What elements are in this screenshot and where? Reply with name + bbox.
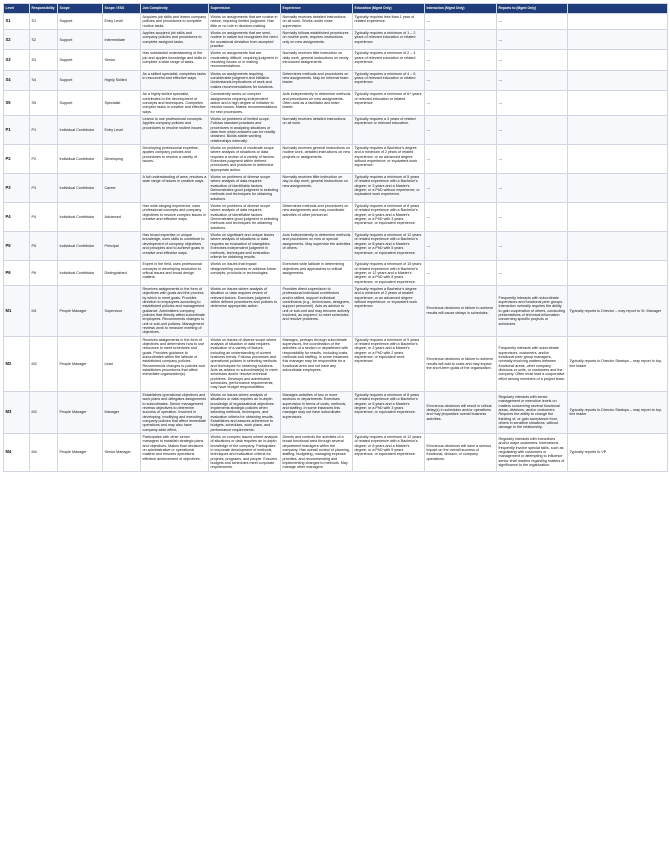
cell-scope-ess[interactable]: Lead [103, 336, 141, 391]
table-row [4, 50, 668, 70]
cell-interaction[interactable]: --- [425, 30, 497, 50]
cell-experience[interactable]: Normally receives general instructions on routine work, detailed instructions on new projects or assignments. [281, 144, 353, 173]
cell-job-complexity[interactable]: As a skilled specialist, completes tasks in resourceful and effective ways. [141, 70, 209, 90]
cell-responsibility[interactable]: S5 [30, 91, 58, 116]
cell-education[interactable]: Typically requires a minimum of 5 years of related experience with a Bachelor's degree; or 3 years and a Master's degree; or a PhD with 2 years experience; or equivalent work experience. [353, 336, 425, 391]
cell-interaction[interactable]: Erroneous decisions or failure to achieve results will cause delays in schedules. [425, 285, 497, 336]
cell-education[interactable]: Typically requires a minimum of 5 years of related experience with a Bachelor's degree; or 3 years and a Master's degree; or a PhD without experience; or equivalent work experience. [353, 174, 425, 203]
cell-supervision[interactable]: Works on assignments that are semi-routine in nature but recognizes the need for occasional deviation from accepted practice. [209, 30, 281, 50]
cell-interaction[interactable]: --- [425, 261, 497, 286]
cell-job-complexity[interactable]: A full understanding of area; resolves a wide range of issues in creative ways. [141, 174, 209, 203]
cell-supervision[interactable]: Works on assignments requiring considerable judgment and initiative. Understands implications of work and makes recommendations for solutions. [209, 70, 281, 90]
header-reports-to[interactable]: Reports to (Mgmt Only) [497, 4, 568, 14]
cell-reports-to-extra[interactable]: Typically reports to VP [568, 433, 668, 471]
cell-education[interactable]: Typically requires a minimum of 8 years of related experience with a Bachelor's degree; or 6 years and a Master's degree; or a PhD with 3 years experience; or equivalent experience. [353, 203, 425, 232]
cell-level[interactable]: M1 [4, 285, 30, 336]
cell-reports-to-extra[interactable] [568, 232, 668, 261]
cell-job-complexity[interactable]: Expert in the field, uses professional concepts in developing resolution to critical issues and broad design matters. [141, 261, 209, 286]
cell-job-complexity[interactable]: Acquires job skills and learns company policies and procedures to complete routine tasks. [141, 14, 209, 30]
cell-reports-to[interactable]: --- [497, 261, 568, 286]
cell-education[interactable]: Typically requires a minimum of 15 years of related experience with a Bachelor's degree; or 12 years and a Master's degree; or a PhD with 8 years experience; or equivalent experience. [353, 261, 425, 286]
cell-experience[interactable]: Determines methods and procedures on new assignments and may coordinate activities of other personnel. [281, 203, 353, 232]
cell-job-complexity[interactable]: Participates with other senior managers to establish strategic plans and objectives. Makes final decisions on administrative or operational matters and ensures operations effective achievement of objectives. [141, 433, 209, 471]
cell-reports-to[interactable]: --- [497, 174, 568, 203]
cell-reports-to[interactable]: --- [497, 203, 568, 232]
cell-supervision[interactable]: Works on issues where analysis of situations or data requires an in-depth knowledge of organizational objectives. Implements strategic policies when selecting methods, techniques, and evaluation criteria for obtaining results. Establishes and assures adherence to budgets, schedules, work plans, and performance requirements. [209, 391, 281, 433]
cell-scope[interactable]: People Manager [58, 391, 103, 433]
cell-scope[interactable]: Support [58, 30, 103, 50]
cell-reports-to-extra[interactable]: Typically reports to Director – may report to Sr. Manager [568, 285, 668, 336]
cell-scope[interactable]: Support [58, 70, 103, 90]
cell-job-complexity[interactable]: Has wide-ranging experience, uses professional concepts and company objectives to resolve complex issues in creative and effective ways. [141, 203, 209, 232]
cell-responsibility[interactable]: M1 [30, 285, 58, 336]
cell-level[interactable]: S2 [4, 30, 30, 50]
cell-responsibility[interactable]: S2 [30, 30, 58, 50]
cell-scope-ess[interactable]: Intermediate [103, 30, 141, 50]
cell-interaction[interactable]: --- [425, 70, 497, 90]
cell-scope[interactable]: People Manager [58, 336, 103, 391]
cell-experience[interactable]: Acts independently to determine methods and procedures on new or special assignments. May supervise the activities of others. [281, 232, 353, 261]
cell-scope[interactable]: Individual Contributor [58, 232, 103, 261]
table-row [4, 261, 668, 286]
cell-level[interactable]: P6 [4, 261, 30, 286]
table-row [4, 30, 668, 50]
cell-job-complexity[interactable]: As a highly skilled specialist, contributes to the development of concepts and techniques. Completes complex tasks in creative and effective ways. [141, 91, 209, 116]
cell-job-complexity[interactable]: Establishes operational objectives and work plans and delegates assignments to subordinates. Senior management reviews objectives to determine success of operation. Involved in developing, modifying and executing company policies that affect immediate operations and may also have company-wide effect. [141, 391, 209, 433]
header-scope[interactable]: Scope [58, 4, 103, 14]
cell-level[interactable]: P3 [4, 174, 30, 203]
header-level[interactable]: Level [4, 4, 30, 14]
table-row [4, 144, 668, 173]
cell-experience[interactable]: Provides direct supervision to professional individual contributors and/or skilled, support individual contributors (e.g., technicians, designers, support personnel). Acts as advisor to unit or sub-unit and may become actively involved, as required, to meet schedules and resolve problems. [281, 285, 353, 336]
cell-supervision[interactable]: Works on assignments that are routine in nature, requiring limited judgment. Has little or no role in decision-making. [209, 14, 281, 30]
cell-scope-ess[interactable]: Advanced [103, 203, 141, 232]
cell-reports-to[interactable]: Frequently interacts with subordinate supervisors, customers, and/or functional peer group managers, normally involving matters between functional areas, other company divisions or units, or customers and the company. Often must lead a cooperative effort among members of a project team. [497, 336, 568, 391]
cell-interaction[interactable]: --- [425, 115, 497, 144]
cell-level[interactable]: P5 [4, 232, 30, 261]
cell-experience[interactable]: Manages activities of two or more sections or departments. Exercises supervision in terms of costs, methods, and staffing. In some instances this manager may not have subordinate supervisors. [281, 391, 353, 433]
cell-reports-to[interactable]: --- [497, 91, 568, 116]
table-row [4, 232, 668, 261]
cell-interaction[interactable]: --- [425, 14, 497, 30]
cell-supervision[interactable]: Works on problems of diverse scope where analysis of data requires evaluation of identifiable factors. Demonstrates good judgment in selecting methods and techniques for obtaining solutions. [209, 203, 281, 232]
cell-supervision[interactable]: Works on issues of diverse scope where analysis of situation or data requires evaluation of a variety of factors, including an understanding of current business trends. Follows processes and operational policies in selecting methods and techniques for obtaining solutions. Acts as advisor to subordinate(s) to meet schedules and/or resolve technical problems. Develops and administers schedules, performance requirements; may have budget responsibilities. [209, 336, 281, 391]
cell-reports-to-extra[interactable] [568, 174, 668, 203]
cell-interaction[interactable]: Erroneous decisions or failure to achieve results will add to costs and may impact the short-term goals of the organization. [425, 336, 497, 391]
cell-scope-ess[interactable]: Senior Manager [103, 433, 141, 471]
cell-interaction[interactable]: --- [425, 174, 497, 203]
table-row [4, 203, 668, 232]
cell-job-complexity[interactable]: Developing professional expertise, applies company policies and procedures to resolve a variety of issues. [141, 144, 209, 173]
cell-reports-to-extra[interactable] [568, 261, 668, 286]
cell-reports-to-extra[interactable]: Typically reports to Director Startups – may report to top-line leader [568, 336, 668, 391]
cell-reports-to-extra[interactable] [568, 203, 668, 232]
header-interaction[interactable]: Interaction (Mgmt Only) [425, 4, 497, 14]
cell-level[interactable]: M4 [4, 433, 30, 471]
cell-supervision[interactable]: Works on complex issues where analysis of situations or data requires an in-depth knowledge of the company. Participates in corporate development of methods, techniques and evaluation criteria for projects, programs, and people. Ensures budgets and schedules meet corporate requirements. [209, 433, 281, 471]
cell-education[interactable]: Typically requires a minimum of 8 years of related experience with a Bachelor's degree; or 6 years and a Master's degree; or a PhD with 3 years experience; or equivalent experience. [353, 391, 425, 433]
cell-level[interactable]: S3 [4, 50, 30, 70]
cell-interaction[interactable]: --- [425, 91, 497, 116]
cell-reports-to-extra[interactable] [568, 91, 668, 116]
cell-responsibility[interactable]: P5 [30, 232, 58, 261]
cell-scope-ess[interactable]: Supervisor [103, 285, 141, 336]
cell-reports-to-extra[interactable] [568, 50, 668, 70]
cell-supervision[interactable]: Works on significant and unique issues where analysis of situations or data requires an evaluation of intangibles. Exercises independent judgment in methods, techniques and evaluation criteria for obtaining results. [209, 232, 281, 261]
cell-experience[interactable]: Normally receives little instruction on daily work, general instructions on newly introduced assignments. [281, 50, 353, 70]
cell-scope[interactable]: Individual Contributor [58, 115, 103, 144]
cell-reports-to-extra[interactable] [568, 14, 668, 30]
table-row [4, 336, 668, 391]
cell-supervision[interactable]: Works on issues where analysis of situation or data requires review of relevant factors. Exercises judgment within defined procedures and policies to determine appropriate action. [209, 285, 281, 336]
cell-scope[interactable]: Individual Contributor [58, 203, 103, 232]
cell-responsibility[interactable]: S1 [30, 14, 58, 30]
cell-scope[interactable]: People Manager [58, 285, 103, 336]
cell-scope-ess[interactable]: Distinguished [103, 261, 141, 286]
cell-experience[interactable]: Normally follows established procedures on routine work, requires instructions only on new assignments. [281, 30, 353, 50]
cell-supervision[interactable]: Works on assignments that are moderately difficult, requiring judgment in resolving issues or in making recommendations. [209, 50, 281, 70]
cell-experience[interactable]: Normally receives detailed instructions on all work. Works under close supervision. [281, 14, 353, 30]
cell-reports-to[interactable]: --- [497, 232, 568, 261]
cell-scope[interactable]: Support [58, 50, 103, 70]
cell-scope-ess[interactable]: Senior [103, 50, 141, 70]
cell-education[interactable]: Typically requires a Bachelor's degree and a minimum of 2 years of related experience; or an advanced degree without experience; or equivalent work experience. [353, 144, 425, 173]
cell-interaction[interactable]: Erroneous decisions will result in critical delay(s) in schedules and/or operations and may jeopardize overall business activities. [425, 391, 497, 433]
cell-scope[interactable]: Individual Contributor [58, 174, 103, 203]
cell-scope[interactable]: Support [58, 91, 103, 116]
cell-supervision[interactable]: Works on problems of limited scope. Follows standard practices and procedures in analyzing situations or data from which answers can be readily obtained. Builds stable working relationships internally. [209, 115, 281, 144]
cell-reports-to[interactable]: --- [497, 70, 568, 90]
cell-scope-ess[interactable]: Manager [103, 391, 141, 433]
cell-level[interactable]: P1 [4, 115, 30, 144]
job-level-table [3, 3, 668, 472]
table-row [4, 115, 668, 144]
cell-level[interactable]: P4 [4, 203, 30, 232]
cell-scope-ess[interactable]: Highly Skilled [103, 70, 141, 90]
table-row [4, 174, 668, 203]
cell-reports-to-extra[interactable]: Typically reports to Director Startups – may report to top-line leader [568, 391, 668, 433]
cell-experience[interactable]: Normally receives little instruction on day-to-day work, general instructions on new assignments. [281, 174, 353, 203]
cell-job-complexity[interactable]: Receives assignments in the form of objectives with goals and the process by which to meet goals. Provides direction to employees according to established policies and management guidance. Administers company policies that directly affect subordinate employees. Recommends changes to unit or sub-unit policies. Management reviews work to measure meeting of objectives. [141, 285, 209, 336]
cell-reports-to[interactable]: Regularly interacts with executives and/or major customers. Interactions frequently involve special skills, such as negotiating with customers or management or attempting to influence senior level leaders regarding matters of significance to the organization. [497, 433, 568, 471]
cell-job-complexity[interactable]: Has broad expertise or unique knowledge, uses skills to contribute to development of company objectives and principles and to achieve goals in creative and effective ways. [141, 232, 209, 261]
cell-responsibility[interactable]: P3 [30, 174, 58, 203]
cell-level[interactable]: M3 [4, 391, 30, 433]
cell-supervision[interactable]: Works on problems of diverse scope where analysis of data requires evaluation of identifiable factors. Demonstrates good judgment in selecting methods and techniques for obtaining solutions. [209, 174, 281, 203]
table-row [4, 433, 668, 471]
cell-interaction[interactable]: --- [425, 144, 497, 173]
cell-reports-to[interactable]: --- [497, 144, 568, 173]
cell-job-complexity[interactable]: Applies acquired job skills and company policies and procedures to complete assigned tasks. [141, 30, 209, 50]
cell-job-complexity[interactable]: Receives assignments in the form of objectives and determines how to use resources to meet schedules and goals. Provides guidance to subordinates within the latitude of established company policies. Recommends changes to policies and establishes procedures that affect immediate organization(s). [141, 336, 209, 391]
cell-job-complexity[interactable]: Has substantial understanding of the job and applies knowledge and skills to complete a wide range of tasks. [141, 50, 209, 70]
cell-supervision[interactable]: Works on issues that impact design/selling success or address future concepts, products or technologies. [209, 261, 281, 286]
cell-level[interactable]: S5 [4, 91, 30, 116]
cell-reports-to-extra[interactable] [568, 115, 668, 144]
cell-responsibility[interactable]: M4 [30, 433, 58, 471]
cell-scope-ess[interactable]: Developing [103, 144, 141, 173]
table-row [4, 70, 668, 90]
cell-education[interactable]: Typically requires a minimum of 6+ years of relevant education or related experience. [353, 91, 425, 116]
cell-experience[interactable]: Manages, perhaps through subordinate supervisors, the coordination of the activities of a section or department with responsibility for results, including costs, methods and staffing. In some instances this manager may be responsible for a functional area and not have any subordinate employees. [281, 336, 353, 391]
cell-experience[interactable]: Normally receives detailed instructions on all work. [281, 115, 353, 144]
cell-responsibility[interactable]: M3 [30, 391, 58, 433]
cell-responsibility[interactable]: S3 [30, 50, 58, 70]
cell-reports-to-extra[interactable] [568, 144, 668, 173]
cell-experience[interactable]: Determines methods and procedures on new assignments. May be informal team leader. [281, 70, 353, 90]
cell-supervision[interactable]: Works on problems of moderate scope where analysis of situations or data requires a review of a variety of factors. Exercises judgment within defined procedures and practices to determine appropriate action. [209, 144, 281, 173]
cell-scope[interactable]: Individual Contributor [58, 261, 103, 286]
cell-reports-to[interactable]: --- [497, 30, 568, 50]
header-experience[interactable]: Experience [281, 4, 353, 14]
cell-scope[interactable]: Support [58, 14, 103, 30]
table-row [4, 91, 668, 116]
header-scope-ess[interactable]: Scope / ESS [103, 4, 141, 14]
cell-responsibility[interactable]: P2 [30, 144, 58, 173]
cell-experience[interactable]: Acts independently to determine methods and procedures on new assignments. Often acts as a facilitator and team leader. [281, 91, 353, 116]
cell-reports-to[interactable]: Frequently interacts with subordinate supervisors and functional peer groups. Interaction normally requires the ability to gain cooperation of others, conducting presentations of technical information concerning specific projects or schedules. [497, 285, 568, 336]
cell-responsibility[interactable]: M2 [30, 336, 58, 391]
cell-level[interactable]: S1 [4, 14, 30, 30]
table-row [4, 391, 668, 433]
cell-education[interactable]: Typically requires a minimum of 4 – 6 years of relevant education or related experience. [353, 70, 425, 90]
cell-interaction[interactable]: --- [425, 50, 497, 70]
cell-education[interactable]: Typically requires less than 1 year of related experience. [353, 14, 425, 30]
cell-scope[interactable]: Individual Contributor [58, 144, 103, 173]
cell-education[interactable]: Typically requires a minimum of 12 years of related experience with a Bachelor's degree; or 8 years and a Master's degree; or a PhD with 5 years experience; or equivalent experience. [353, 232, 425, 261]
cell-reports-to[interactable]: --- [497, 14, 568, 30]
cell-experience[interactable]: Exercises wide latitude in determining objectives and approaches to critical assignments. [281, 261, 353, 286]
cell-interaction[interactable]: --- [425, 203, 497, 232]
cell-scope-ess[interactable]: Entry Level [103, 14, 141, 30]
header-job-complexity[interactable]: Job Complexity [141, 4, 209, 14]
cell-level[interactable]: M2 [4, 336, 30, 391]
job-level-spreadsheet [3, 3, 667, 472]
cell-supervision[interactable]: Consistently works on complex assignments requiring independent action and a high degree of initiative to resolve issues. Makes recommendations for new procedures. [209, 91, 281, 116]
cell-responsibility[interactable]: P4 [30, 203, 58, 232]
cell-interaction[interactable]: --- [425, 232, 497, 261]
cell-scope-ess[interactable]: Principal [103, 232, 141, 261]
table-row [4, 285, 668, 336]
cell-reports-to[interactable]: --- [497, 115, 568, 144]
cell-education[interactable]: Typically requires a Bachelor's degree and a minimum of 2 years of related experience; or an advanced degree without experience; or equivalent work experience. [353, 285, 425, 336]
cell-reports-to[interactable]: --- [497, 50, 568, 70]
cell-education[interactable]: Typically requires a minimum of 2 – 4 years of relevant education or related experience. [353, 50, 425, 70]
header-supervision[interactable]: Supervision [209, 4, 281, 14]
header-row [4, 4, 668, 14]
cell-job-complexity[interactable]: Learns to use professional concepts. Applies company policies and procedures to resolve routine issues. [141, 115, 209, 144]
cell-level[interactable]: P2 [4, 144, 30, 173]
cell-scope[interactable]: People Manager [58, 433, 103, 471]
cell-reports-to-extra[interactable] [568, 70, 668, 90]
cell-scope-ess[interactable]: Specialist [103, 91, 141, 116]
cell-scope-ess[interactable]: Career [103, 174, 141, 203]
header-blank[interactable] [568, 4, 668, 14]
header-responsibility[interactable]: Responsibility [30, 4, 58, 14]
cell-education[interactable]: Typically requires a 4 years of related experience or relevant education. [353, 115, 425, 144]
cell-scope-ess[interactable]: Entry Level [103, 115, 141, 144]
header-education[interactable]: Education (Mgmt Only) [353, 4, 425, 14]
cell-responsibility[interactable]: P1 [30, 115, 58, 144]
cell-reports-to-extra[interactable] [568, 30, 668, 50]
cell-level[interactable]: S4 [4, 70, 30, 90]
cell-interaction[interactable]: Erroneous decisions will have a serious impact on the overall success of functional, division, or company operations. [425, 433, 497, 471]
cell-responsibility[interactable]: S4 [30, 70, 58, 90]
cell-experience[interactable]: Directs and controls the activities of a broad functional area through several department managers within the company. Has overall control of planning, staffing, budgeting, managing expense priorities, and recommending and implementing changes to methods. May manage other managers. [281, 433, 353, 471]
cell-education[interactable]: Typically requires a minimum of 12 years of related experience with a Bachelor's degree; or 8 years and a Master's degree; or a PhD with 5 years experience; or equivalent experience. [353, 433, 425, 471]
cell-education[interactable]: Typically requires a minimum of 1 – 2 years of relevant education or related experience. [353, 30, 425, 50]
cell-reports-to[interactable]: Regularly interacts with senior management or executive levels on matters concerning several functional areas, divisions, and/or customers. Requires the ability to change the thinking of, or gain acceptance from, others in sensitive situations, without damage to the relationship. [497, 391, 568, 433]
table-row [4, 14, 668, 30]
cell-responsibility[interactable]: P6 [30, 261, 58, 286]
